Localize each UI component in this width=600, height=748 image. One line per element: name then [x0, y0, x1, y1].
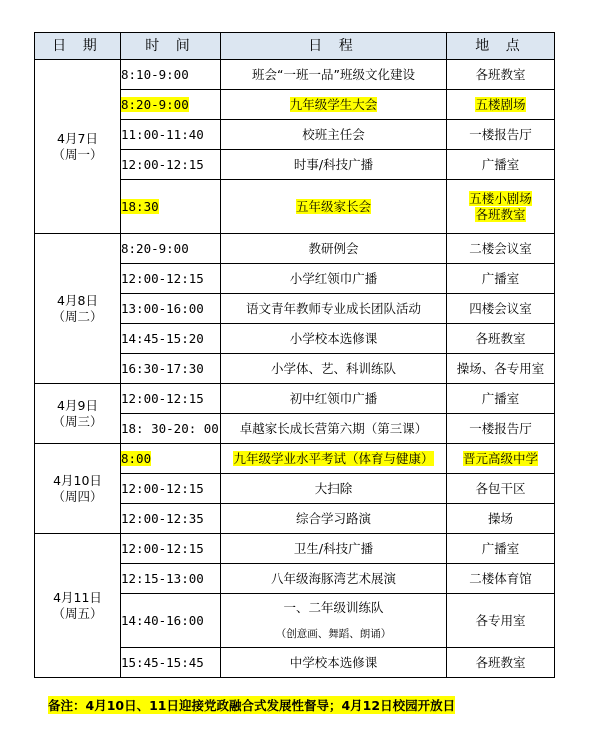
program-cell-text: 一、二年级训练队: [283, 599, 384, 615]
time-cell-text: 8:00: [121, 450, 152, 466]
program-cell: [221, 324, 447, 354]
time-cell: [121, 180, 221, 234]
place-cell-text: 广播室: [481, 270, 520, 286]
footnote: 备注：4月10日、11日迎接党政融合式发展性督导；4月12日校园开放日: [48, 698, 456, 713]
weekday-label: （周二）: [52, 308, 103, 324]
time-cell: [121, 534, 221, 564]
table-row: [35, 444, 555, 474]
time-cell: [121, 444, 221, 474]
place-cell: [447, 414, 555, 444]
place-cell-text: 广播室: [481, 390, 520, 406]
place-cell-text: 各包干区: [475, 480, 526, 496]
time-cell: [121, 294, 221, 324]
place-cell-text: 五楼剧场: [475, 96, 526, 112]
time-cell-text: 8:20-9:00: [121, 96, 189, 112]
date-cell: [35, 534, 121, 678]
program-cell: [221, 384, 447, 414]
place-cell: [447, 264, 555, 294]
place-cell: [447, 444, 555, 474]
date-label: 4月8日: [57, 292, 98, 308]
program-cell-text: 九年级学业水平考试（体育与健康）: [233, 450, 434, 466]
program-cell-text: 教研例会: [308, 240, 359, 256]
date-cell: [35, 384, 121, 444]
time-cell-text: 18:30: [121, 198, 159, 214]
place-cell: [447, 150, 555, 180]
header-date: 日 期: [35, 33, 121, 60]
place-cell-text: 各班教室: [475, 330, 526, 346]
time-cell: [121, 474, 221, 504]
place-cell-text: 广播室: [481, 540, 520, 556]
time-cell-text: 12:00-12:15: [121, 540, 204, 556]
program-cell: [221, 180, 447, 234]
program-cell-text: 大扫除: [314, 480, 353, 496]
program-cell-text: 小学校本选修课: [289, 330, 378, 346]
time-cell-text: 11:00-11:40: [121, 126, 204, 142]
program-cell: [221, 648, 447, 678]
place-cell-text: 二楼体育馆: [469, 570, 532, 586]
place-cell: [447, 354, 555, 384]
time-cell: [121, 324, 221, 354]
time-cell: [121, 384, 221, 414]
table-row: [35, 234, 555, 264]
time-cell: [121, 648, 221, 678]
program-cell-text: 卓越家长成长营第六期（第三课）: [239, 420, 428, 436]
time-cell-text: 15:45-15:45: [121, 654, 204, 670]
place-cell-text: 二楼会议室: [469, 240, 532, 256]
table-row: [35, 60, 555, 90]
schedule-table: [34, 32, 555, 678]
program-cell: [221, 60, 447, 90]
place-cell-text: 一楼报告厅: [469, 420, 532, 436]
program-subtext: （创意画、舞蹈、朗诵）: [275, 627, 392, 640]
date-label: 4月9日: [57, 397, 98, 413]
place-cell-text: 四楼会议室: [469, 300, 532, 316]
program-cell: [221, 474, 447, 504]
place-cell-text: 各班教室: [475, 654, 526, 670]
place-cell: [447, 60, 555, 90]
place-cell: [447, 534, 555, 564]
place-cell: [447, 474, 555, 504]
program-cell-text: 中学校本选修课: [289, 654, 378, 670]
date-label: 4月7日: [57, 130, 98, 146]
program-cell-text: 小学体、艺、科训练队: [270, 360, 396, 376]
time-cell-text: 12:00-12:15: [121, 156, 204, 172]
program-cell: [221, 444, 447, 474]
time-cell: [121, 90, 221, 120]
schedule-body: [35, 60, 555, 678]
time-cell: [121, 60, 221, 90]
place-cell-text: 操场、各专用室: [456, 360, 545, 376]
time-cell-text: 8:10-9:00: [121, 66, 189, 82]
program-cell: [221, 414, 447, 444]
header-place: 地 点: [447, 33, 555, 60]
place-cell: [447, 504, 555, 534]
place-cell-text: 广播室: [481, 156, 520, 172]
time-cell: [121, 594, 221, 648]
time-cell: [121, 354, 221, 384]
place-cell-text: 操场: [487, 510, 513, 526]
program-cell-text: 小学红领巾广播: [289, 270, 378, 286]
program-cell: [221, 264, 447, 294]
program-cell: [221, 564, 447, 594]
time-cell-text: 13:00-16:00: [121, 300, 204, 316]
program-cell: [221, 534, 447, 564]
time-cell-text: 12:00-12:15: [121, 270, 204, 286]
time-cell: [121, 414, 221, 444]
header-time: 时 间: [121, 33, 221, 60]
place-cell: [447, 120, 555, 150]
place-cell-text: 各专用室: [475, 612, 526, 628]
program-cell: [221, 150, 447, 180]
place-cell: [447, 180, 555, 234]
place-cell-text: 一楼报告厅: [469, 126, 532, 142]
place-cell: [447, 564, 555, 594]
time-cell-text: 16:30-17:30: [121, 360, 204, 376]
place-cell: [447, 294, 555, 324]
program-cell: [221, 120, 447, 150]
place-cell: [447, 384, 555, 414]
time-cell: [121, 504, 221, 534]
weekday-label: （周一）: [52, 146, 103, 162]
program-cell: [221, 354, 447, 384]
weekday-label: （周四）: [52, 488, 103, 504]
program-cell-text: 卫生/科技广播: [293, 540, 374, 556]
program-cell-text: 班会“一班一品”班级文化建设: [252, 66, 415, 82]
program-cell-text: 综合学习路演: [295, 510, 371, 526]
program-cell: [221, 294, 447, 324]
place-cell: [447, 594, 555, 648]
time-cell-text: 8:20-9:00: [121, 240, 189, 256]
program-cell-text: 九年级学生大会: [289, 96, 378, 112]
time-cell-text: 18: 30-20: 00: [121, 420, 219, 436]
place-cell: [447, 648, 555, 678]
place-cell: [447, 90, 555, 120]
table-row: [35, 534, 555, 564]
time-cell-text: 12:15-13:00: [121, 570, 204, 586]
header-row: [35, 33, 555, 60]
place-cell-text: 各班教室: [475, 206, 526, 222]
place-cell-text: 晋元高级中学: [462, 450, 538, 466]
table-row: [35, 384, 555, 414]
program-cell-text: 初中红领巾广播: [289, 390, 378, 406]
place-cell: [447, 324, 555, 354]
time-cell-text: 14:45-15:20: [121, 330, 204, 346]
time-cell-text: 12:00-12:35: [121, 510, 204, 526]
program-cell-text: 校班主任会: [302, 126, 365, 142]
time-cell-text: 12:00-12:15: [121, 390, 204, 406]
program-cell-text: 八年级海豚湾艺术展演: [270, 570, 396, 586]
time-cell-text: 14:40-16:00: [121, 612, 204, 628]
date-label: 4月10日: [53, 472, 102, 488]
time-cell: [121, 150, 221, 180]
date-label: 4月11日: [53, 589, 102, 605]
time-cell: [121, 564, 221, 594]
time-cell-text: 12:00-12:15: [121, 480, 204, 496]
weekday-label: （周五）: [52, 605, 103, 621]
program-cell-text: 语文青年教师专业成长团队活动: [245, 300, 421, 316]
date-cell: [35, 234, 121, 384]
date-cell: [35, 60, 121, 234]
program-cell: [221, 234, 447, 264]
date-cell: [35, 444, 121, 534]
program-cell-text: 五年级家长会: [295, 198, 371, 214]
program-cell-text: 时事/科技广播: [293, 156, 374, 172]
weekday-label: （周三）: [52, 413, 103, 429]
program-cell: [221, 594, 447, 648]
place-cell: [447, 234, 555, 264]
time-cell: [121, 234, 221, 264]
program-cell: [221, 504, 447, 534]
time-cell: [121, 264, 221, 294]
program-cell: [221, 90, 447, 120]
place-cell-text: 五楼小剧场: [469, 190, 532, 206]
place-cell-text: 各班教室: [475, 66, 526, 82]
header-program: 日 程: [221, 33, 447, 60]
time-cell: [121, 120, 221, 150]
